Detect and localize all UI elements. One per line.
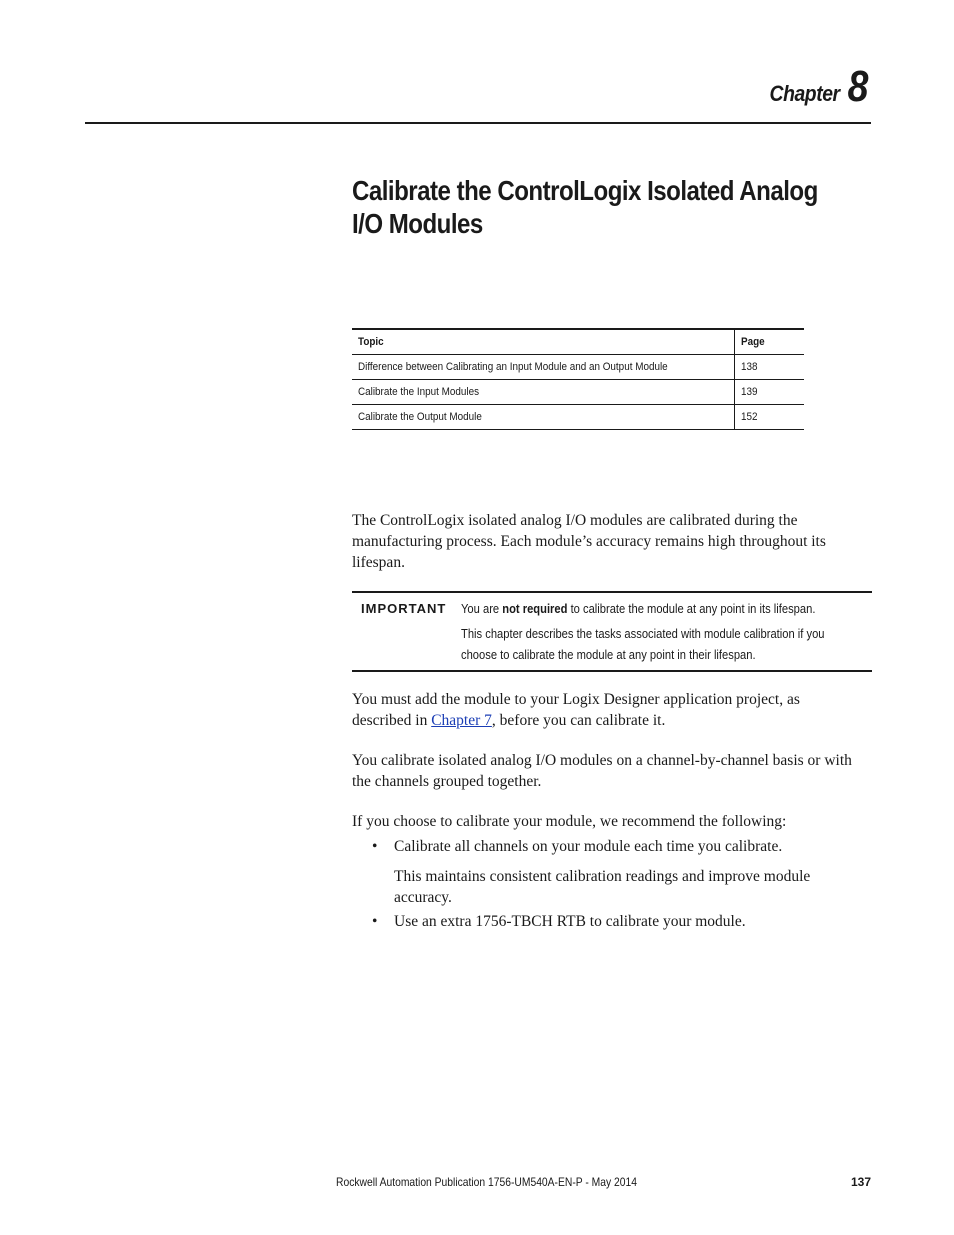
table-row[interactable] [352,405,804,430]
bullet-icon: • [372,913,378,930]
title-line-1: Calibrate the ControlLogix Isolated Analog [352,175,818,206]
chapter-divider [85,122,871,124]
list-item-detail: This maintains consistent calibration readings and improve module accuracy. [394,868,811,906]
page-cell: 139 [735,380,805,405]
footer-publication: Rockwell Automation Publication 1756-UM540A-EN-P - May 2014 [336,1175,637,1189]
important-text: You are not required to calibrate the module at any point in its lifespan. This chapter describes the tasks associated with module calibration if you choose to calibrate the module at any point in their lifespan. [461,601,825,662]
page-cell: 152 [735,405,805,430]
add-module-paragraph: You must add the module to your Logix Designer application project, as described in Chapter 7, before you can calibrate it. [352,691,800,729]
table-row[interactable] [352,355,804,380]
table-row[interactable] [352,380,804,405]
chapter-heading [760,62,868,112]
chapter-label: Chapter [769,81,840,106]
table-header-row [352,329,804,355]
page-title [352,174,852,240]
page-cell: 138 [735,355,805,380]
page-header: Page [735,329,805,355]
bullet-icon: • [372,838,378,855]
chapter-number: 8 [847,62,868,111]
recommend-paragraph: If you choose to calibrate your module, we recommend the following: [352,813,787,830]
topic-cell[interactable]: Calibrate the Output Module [352,405,735,430]
important-label: IMPORTANT [361,601,447,616]
topic-header: Topic [352,329,735,355]
chapter-7-link[interactable]: Chapter 7 [431,712,492,729]
topic-table [352,328,804,430]
intro-paragraph: The ControlLogix isolated analog I/O modules are calibrated during the manufacturing process. Each module’s accuracy remains high throughout its lifespan. [352,512,826,571]
page-number: 137 [850,1175,871,1189]
title-line-2: I/O Modules [352,208,483,239]
not-required-emphasis: not required [502,601,568,616]
topic-cell[interactable]: Calibrate the Input Modules [352,380,735,405]
topic-cell[interactable]: Difference between Calibrating an Input Module and an Output Module [352,355,735,380]
important-note [352,591,872,672]
calibrate-basis-paragraph: You calibrate isolated analog I/O modules on a channel-by-channel basis or with the channels grouped together. [352,752,852,790]
